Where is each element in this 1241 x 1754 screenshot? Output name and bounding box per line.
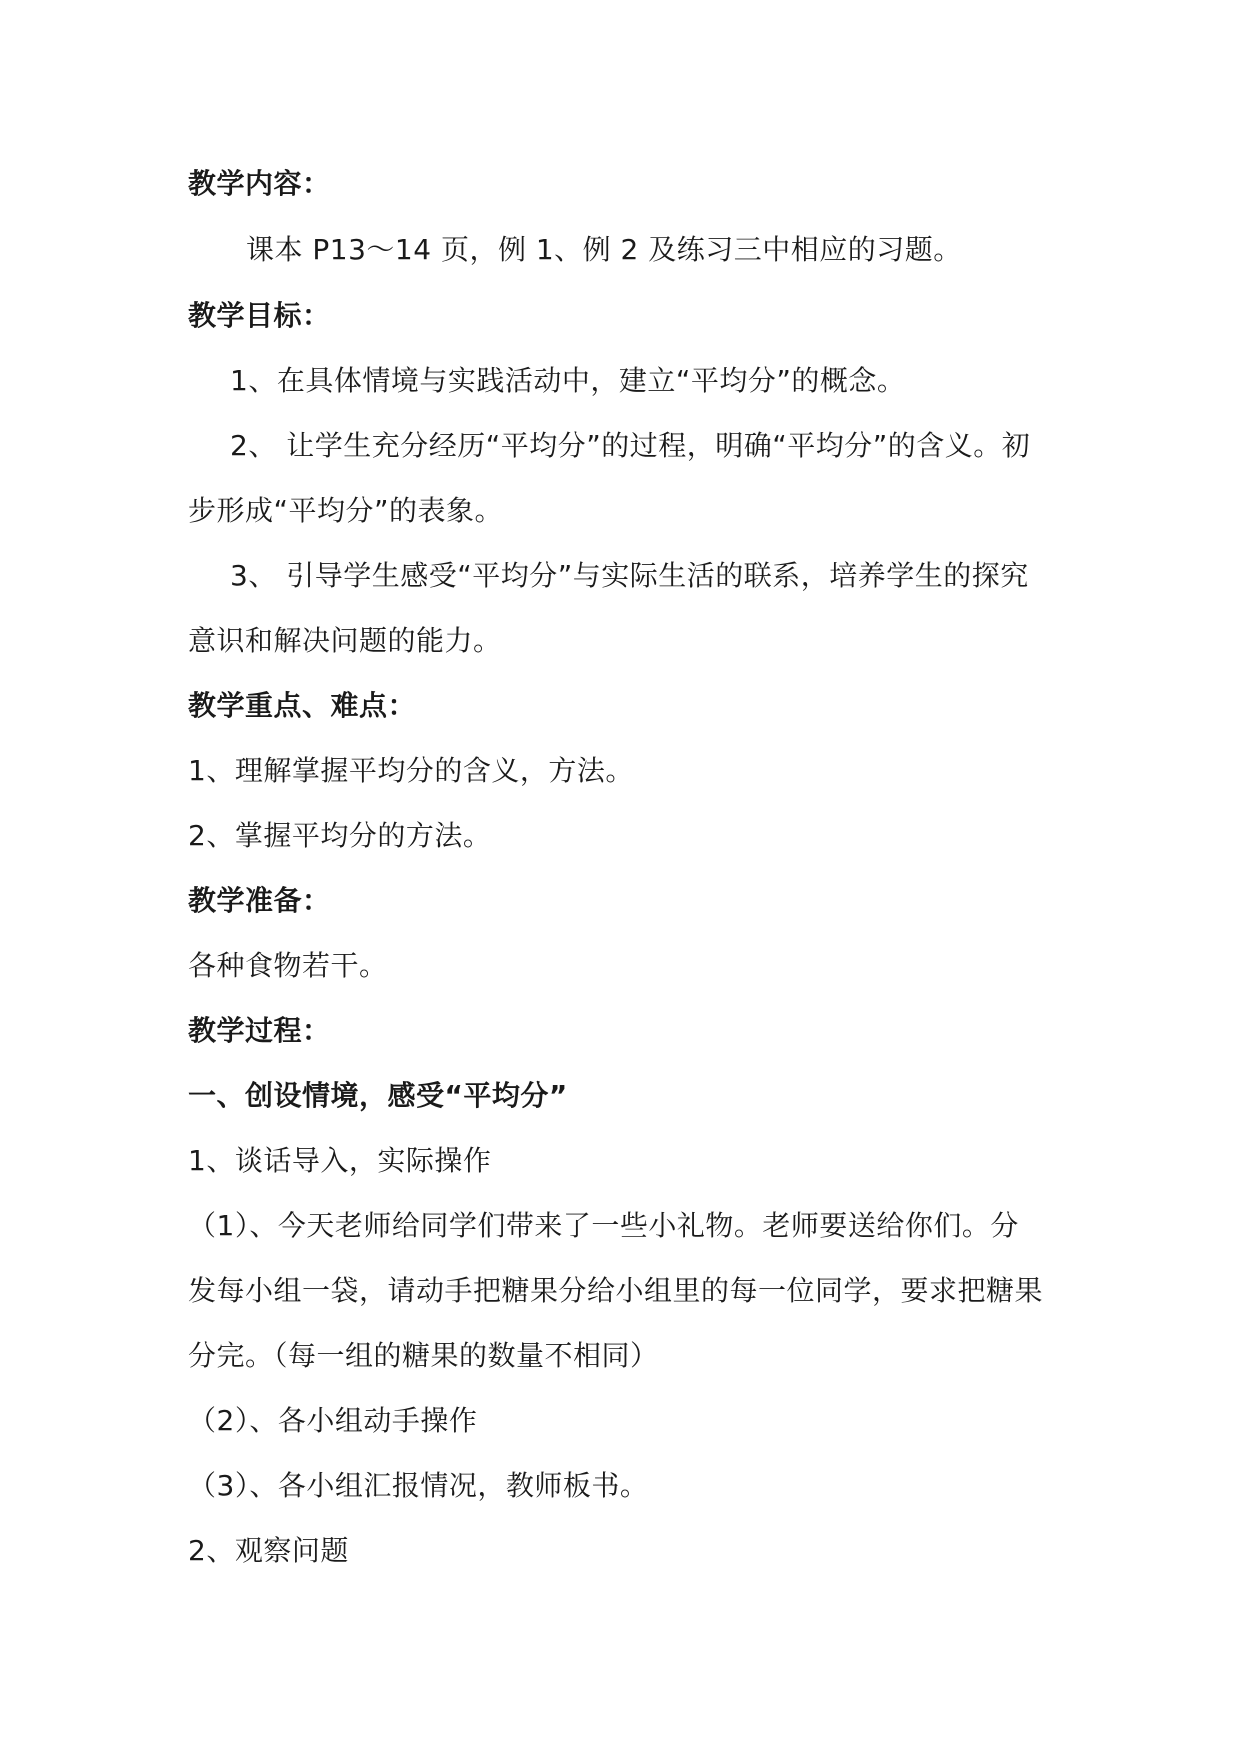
substep-1-line-2: 发每小组一袋，请动手把糖果分给小组里的每一位同学，要求把糖果 (188, 1274, 1044, 1307)
substep-1-line-3: 分完。（每一组的糖果的数量不相同） (188, 1339, 659, 1372)
key-point-1: 1、理解掌握平均分的含义，方法。 (188, 754, 634, 787)
heading-teaching-process: 教学过程： (188, 1014, 331, 1047)
goal-item-1: 1、在具体情境与实践活动中，建立“平均分”的概念。 (230, 364, 906, 397)
heading-teaching-goals: 教学目标： (188, 299, 331, 332)
substep-3: （3）、各小组汇报情况，教师板书。 (188, 1469, 649, 1502)
substep-2: （2）、各小组动手操作 (188, 1404, 478, 1437)
step-2: 2、观察问题 (188, 1534, 349, 1567)
goal-item-3: 3、 引导学生感受“平均分”与实际生活的联系，培养学生的探究 (230, 559, 1029, 592)
preparation-text: 各种食物若干。 (188, 949, 388, 982)
goal-item-2-continued: 步形成“平均分”的表象。 (188, 494, 504, 527)
key-point-2: 2、掌握平均分的方法。 (188, 819, 492, 852)
goal-item-2: 2、 让学生充分经历“平均分”的过程，明确“平均分”的含义。初 (230, 429, 1031, 462)
step-1: 1、谈话导入，实际操作 (188, 1144, 492, 1177)
heading-key-points: 教学重点、难点： (188, 689, 417, 722)
heading-teaching-content: 教学内容： (188, 167, 331, 200)
heading-preparation: 教学准备： (188, 884, 331, 917)
section-heading-1: 一、创设情境，感受“平均分” (188, 1079, 568, 1112)
goal-item-3-continued: 意识和解决问题的能力。 (188, 624, 502, 657)
paragraph-textbook-pages: 课本 P13～14 页，例 1、例 2 及练习三中相应的习题。 (246, 233, 962, 266)
substep-1-line-1: （1）、今天老师给同学们带来了一些小礼物。老师要送给你们。分 (188, 1209, 1019, 1242)
